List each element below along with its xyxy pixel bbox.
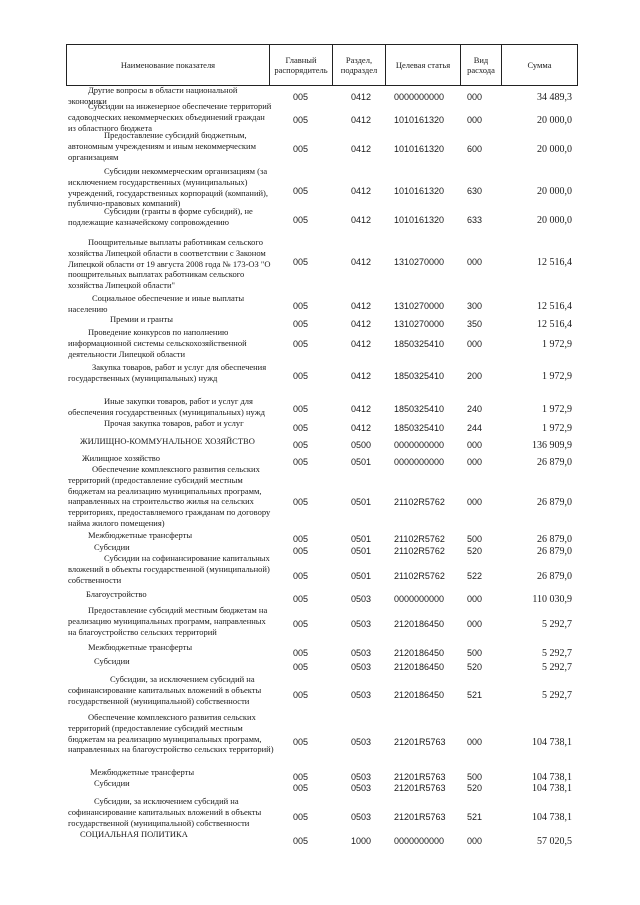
row-section: 0412	[351, 215, 372, 225]
row-section: 0412	[351, 371, 372, 381]
header-type: Вид расхода	[461, 45, 502, 85]
table-header	[66, 44, 578, 86]
row-sum: 104 738,1	[532, 737, 572, 748]
row-sum: 26 879,0	[537, 497, 572, 508]
row-admin: 005	[293, 257, 309, 267]
row-type: 240	[467, 404, 483, 414]
row-article: 21102R5762	[394, 534, 445, 544]
row-sum: 110 030,9	[532, 594, 572, 605]
row-article: 21201R5763	[394, 783, 446, 793]
row-article: 1850325410	[394, 423, 445, 433]
row-type: 520	[467, 662, 483, 672]
row-sum: 104 738,1	[532, 812, 572, 823]
row-section: 0501	[351, 457, 372, 467]
row-article: 21102R5762	[394, 571, 445, 581]
row-name: Субсидии, за исключением субсидий на софинансирование капитальных вложений в объекты государственной (муниципальной) собственности	[68, 796, 262, 828]
row-article: 1850325410	[394, 404, 445, 414]
row-admin: 005	[293, 215, 309, 225]
row-article: 1310270000	[394, 257, 445, 267]
row-type: 520	[467, 546, 483, 556]
row-sum: 1 972,9	[542, 404, 572, 415]
row-article: 1010161320	[394, 144, 445, 154]
row-article: 0000000000	[394, 594, 445, 604]
row-name: Межбюджетные трансферты	[88, 530, 193, 540]
row-article: 1310270000	[394, 319, 445, 329]
row-name: Премии и гранты	[110, 314, 173, 324]
row-admin: 005	[293, 594, 309, 604]
row-admin: 005	[293, 812, 309, 822]
row-section: 0503	[351, 662, 372, 672]
row-sum: 1 972,9	[542, 339, 572, 350]
row-name: ЖИЛИЩНО-КОММУНАЛЬНОЕ ХОЗЯЙСТВО	[80, 436, 255, 446]
row-admin: 005	[293, 772, 309, 782]
row-name: Другие вопросы в области национальной экономики	[68, 85, 238, 106]
row-section: 0501	[351, 534, 372, 544]
row-sum: 1 972,9	[542, 423, 572, 434]
row-name: Субсидии	[94, 778, 130, 788]
row-type: 000	[467, 594, 483, 604]
row-name: Жилищное хозяйство	[82, 453, 160, 463]
row-name: Предоставление субсидий местным бюджетам на реализацию муниципальных программ, направленных на благоустройство сельских территорий	[68, 605, 268, 637]
row-admin: 005	[293, 619, 309, 629]
row-type: 500	[467, 648, 483, 658]
row-admin: 005	[293, 319, 309, 329]
row-section: 0412	[351, 144, 372, 154]
row-article: 21201R5763	[394, 812, 446, 822]
row-type: 000	[467, 836, 483, 846]
row-type: 000	[467, 440, 483, 450]
row-admin: 005	[293, 836, 309, 846]
header-article: Целевая статья	[386, 45, 461, 85]
row-type: 500	[467, 534, 483, 544]
row-admin: 005	[293, 497, 309, 507]
row-admin: 005	[293, 534, 309, 544]
header-sum: Сумма	[527, 59, 552, 70]
row-admin: 005	[293, 571, 309, 581]
row-section: 0412	[351, 404, 372, 414]
row-name: Субсидии	[94, 656, 130, 666]
row-article: 1010161320	[394, 186, 445, 196]
row-name: Субсидии на инженерное обеспечение территорий садоводческих некоммерческих объединений граждан из областного бюджета	[68, 101, 272, 133]
row-article: 1850325410	[394, 339, 445, 349]
row-type: 000	[467, 737, 483, 747]
row-article: 21201R5763	[394, 737, 446, 747]
row-type: 000	[467, 619, 483, 629]
row-type: 244	[467, 423, 483, 433]
row-name: СОЦИАЛЬНАЯ ПОЛИТИКА	[80, 829, 188, 839]
row-sum: 57 020,5	[537, 836, 572, 847]
row-section: 0503	[351, 812, 372, 822]
row-type: 630	[467, 186, 483, 196]
row-sum: 20 000,0	[537, 215, 572, 226]
row-name: Субсидии некоммерческим организациям (за исключением государственных (муниципальных) учреждений, государственных корпораций (компаний), публично-правовых компаний)	[68, 166, 268, 209]
row-sum: 12 516,4	[537, 257, 572, 268]
row-type: 000	[467, 457, 483, 467]
row-type: 522	[467, 571, 483, 581]
row-admin: 005	[293, 457, 309, 467]
row-section: 0412	[351, 319, 372, 329]
row-sum: 12 516,4	[537, 319, 572, 330]
row-section: 0503	[351, 737, 372, 747]
row-type: 000	[467, 92, 483, 102]
row-sum: 20 000,0	[537, 186, 572, 197]
header-name: Наименование показателя	[67, 45, 270, 85]
row-name: Обеспечение комплексного развития сельских территорий (предоставление субсидий местным бюджетам на реализацию муниципальных программ, направленных на благоустройство сельских территорий)	[68, 712, 274, 755]
row-name: Субсидии	[94, 542, 130, 552]
row-sum: 104 738,1	[532, 772, 572, 783]
row-name: Межбюджетные трансферты	[90, 767, 195, 777]
row-section: 0501	[351, 546, 372, 556]
row-admin: 005	[293, 690, 309, 700]
row-sum: 26 879,0	[537, 457, 572, 468]
row-article: 1010161320	[394, 115, 445, 125]
row-name: Предоставление субсидий бюджетным, автономным учреждениям и иным некоммерческим организациям	[68, 130, 256, 162]
row-admin: 005	[293, 440, 309, 450]
row-type: 521	[467, 690, 483, 700]
row-type: 521	[467, 812, 483, 822]
row-admin: 005	[293, 648, 309, 658]
row-admin: 005	[293, 546, 309, 556]
row-admin: 005	[293, 662, 309, 672]
row-section: 0412	[351, 301, 372, 311]
row-section: 0412	[351, 115, 372, 125]
row-section: 0503	[351, 690, 372, 700]
row-sum: 1 972,9	[542, 371, 572, 382]
row-article: 0000000000	[394, 440, 445, 450]
row-sum: 5 292,7	[542, 619, 572, 630]
row-article: 2120186450	[394, 662, 445, 672]
row-name: Субсидии на софинансирование капитальных вложений в объекты государственной (муниципальной) собственности	[68, 553, 270, 585]
row-section: 0412	[351, 339, 372, 349]
row-article: 0000000000	[394, 457, 445, 467]
row-admin: 005	[293, 339, 309, 349]
row-name: Благоустройство	[86, 589, 147, 599]
row-section: 0503	[351, 619, 372, 629]
row-type: 200	[467, 371, 483, 381]
row-name: Субсидии, за исключением субсидий на софинансирование капитальных вложений в объекты государственной (муниципальной) собственности	[68, 674, 262, 706]
row-sum: 34 489,3	[537, 92, 572, 103]
row-section: 0503	[351, 783, 372, 793]
header-admin: Главный распорядитель	[270, 45, 333, 85]
row-type: 300	[467, 301, 483, 311]
row-sum: 5 292,7	[542, 662, 572, 673]
row-section: 0503	[351, 648, 372, 658]
row-article: 21102R5762	[394, 497, 445, 507]
row-admin: 005	[293, 92, 309, 102]
row-admin: 005	[293, 737, 309, 747]
row-article: 21102R5762	[394, 546, 445, 556]
row-section: 0501	[351, 571, 372, 581]
row-section: 0412	[351, 257, 372, 267]
row-admin: 005	[293, 144, 309, 154]
row-admin: 005	[293, 783, 309, 793]
row-admin: 005	[293, 115, 309, 125]
row-article: 2120186450	[394, 690, 445, 700]
row-article: 2120186450	[394, 619, 445, 629]
row-admin: 005	[293, 186, 309, 196]
row-sum: 26 879,0	[537, 534, 572, 545]
row-article: 0000000000	[394, 836, 445, 846]
row-sum: 26 879,0	[537, 546, 572, 557]
row-type: 350	[467, 319, 483, 329]
row-sum: 26 879,0	[537, 571, 572, 582]
header-section: Раздел, подраздел	[333, 45, 386, 85]
row-name: Обеспечение комплексного развития сельских территорий (предоставление субсидий местным бюджетам на реализацию муниципальных программ, направленных на строительство жилья на сельских территориях, предоставляемого гражданам по договору найма жилого помещения)	[68, 464, 271, 528]
row-section: 0503	[351, 772, 372, 782]
row-section: 0412	[351, 423, 372, 433]
row-sum: 5 292,7	[542, 690, 572, 701]
row-section: 1000	[351, 836, 372, 846]
row-type: 000	[467, 497, 483, 507]
row-name: Прочая закупка товаров, работ и услуг	[104, 418, 244, 428]
row-admin: 005	[293, 301, 309, 311]
row-sum: 5 292,7	[542, 648, 572, 659]
row-type: 520	[467, 783, 483, 793]
row-section: 0412	[351, 186, 372, 196]
row-type: 500	[467, 772, 483, 782]
row-section: 0412	[351, 92, 372, 102]
row-sum: 12 516,4	[537, 301, 572, 312]
row-article: 2120186450	[394, 648, 445, 658]
row-name: Проведение конкурсов по наполнению информационной системы сельскохозяйственной деятельности Липецкой области	[68, 327, 247, 359]
row-sum: 104 738,1	[532, 783, 572, 794]
row-name: Закупка товаров, работ и услуг для обеспечения государственных (муниципальных) нужд	[68, 362, 267, 383]
row-name: Иные закупки товаров, работ и услуг для обеспечения государственных (муниципальных) нужд	[68, 396, 265, 417]
row-article: 0000000000	[394, 92, 445, 102]
row-type: 000	[467, 115, 483, 125]
row-type: 600	[467, 144, 483, 154]
row-section: 0501	[351, 497, 372, 507]
row-name: Межбюджетные трансферты	[88, 642, 193, 652]
row-section: 0500	[351, 440, 372, 450]
row-article: 1310270000	[394, 301, 445, 311]
row-admin: 005	[293, 423, 309, 433]
row-name: Субсидии (гранты в форме субсидий), не подлежащие казначейскому сопровождению	[68, 206, 253, 227]
row-name: Поощрительные выплаты работникам сельского хозяйства Липецкой области в соответствии с Законом Липецкой области от 19 августа 2008 года № 173-ОЗ "О поощрительных выплатах работникам сельского хозяйства Липецкой области"	[68, 237, 271, 291]
row-sum: 136 909,9	[532, 440, 572, 451]
row-sum: 20 000,0	[537, 115, 572, 126]
row-admin: 005	[293, 371, 309, 381]
row-sum: 20 000,0	[537, 144, 572, 155]
row-article: 21201R5763	[394, 772, 446, 782]
row-type: 000	[467, 257, 483, 267]
row-name: Социальное обеспечение и иные выплаты населению	[68, 293, 245, 314]
row-type: 633	[467, 215, 483, 225]
row-article: 1010161320	[394, 215, 445, 225]
row-type: 000	[467, 339, 483, 349]
row-section: 0503	[351, 594, 372, 604]
row-article: 1850325410	[394, 371, 445, 381]
row-admin: 005	[293, 404, 309, 414]
